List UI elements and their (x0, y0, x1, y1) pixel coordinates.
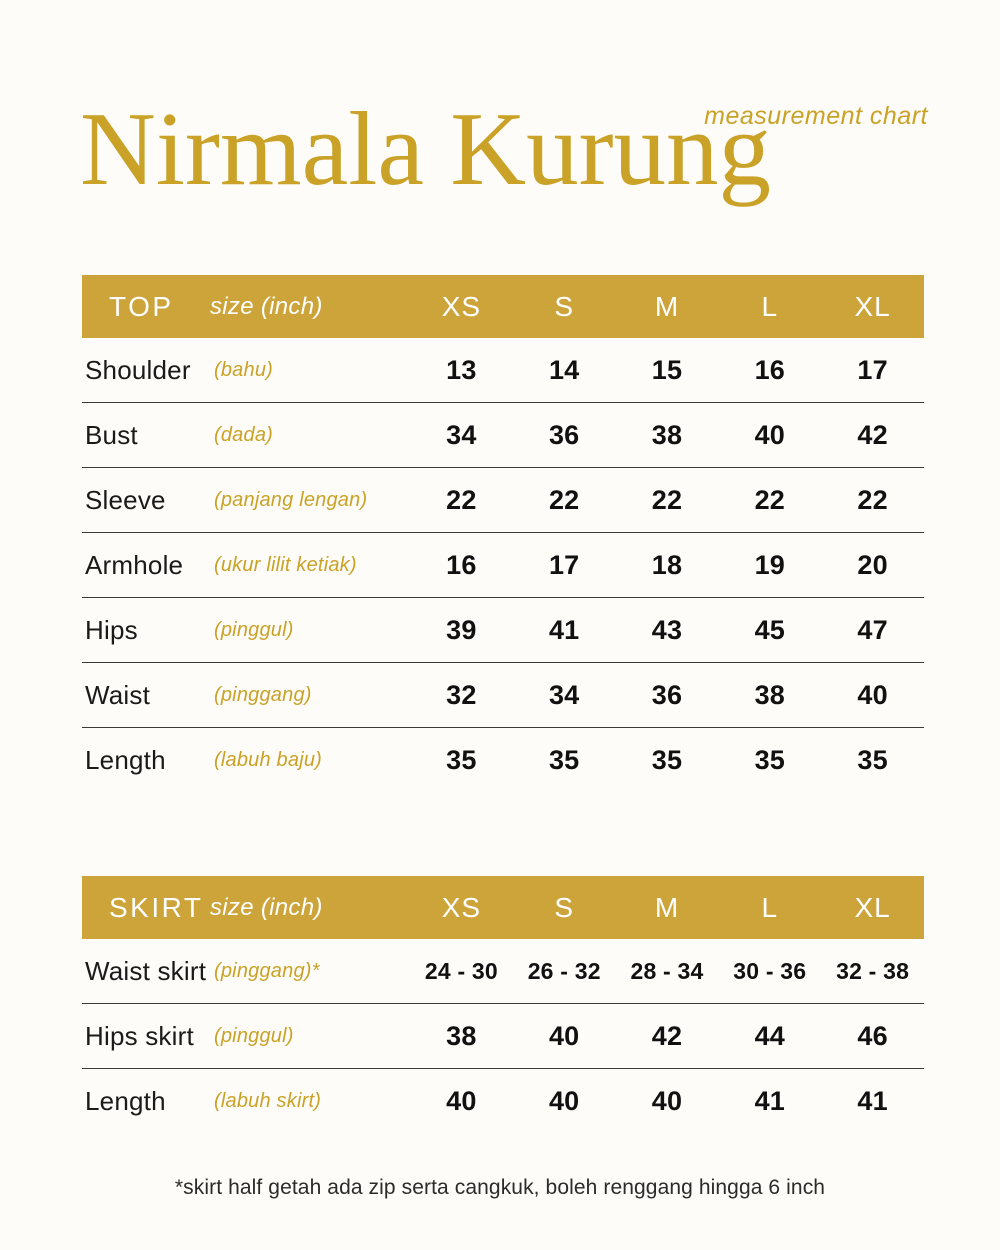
cell-value: 32 - 38 (821, 939, 924, 1004)
cell-value: 22 (821, 468, 924, 533)
row-sublabel: (dada) (210, 403, 410, 468)
cell-value: 34 (513, 663, 616, 728)
cell-value: 38 (718, 663, 821, 728)
row-sublabel: (bahu) (210, 338, 410, 403)
cell-value: 30 - 36 (718, 939, 821, 1004)
cell-value: 40 (651, 1085, 683, 1116)
top-size-m: M (616, 275, 719, 338)
table-row (82, 338, 924, 403)
table-row (82, 728, 924, 793)
cell-value: 38 (616, 403, 719, 468)
cell-value: 39 (410, 598, 513, 663)
cell-value: 13 (410, 338, 513, 403)
row-label: Bust (82, 403, 210, 468)
cell-value: 45 (718, 598, 821, 663)
cell-value: 35 (651, 744, 683, 775)
cell-value: 35 (754, 744, 785, 775)
row-sublabel: (pinggang)* (210, 939, 410, 1004)
row-label: Hips skirt (82, 1004, 210, 1069)
row-sublabel: (panjang lengan) (210, 468, 410, 533)
cell-value: 15 (616, 338, 719, 403)
table-row (82, 1069, 924, 1134)
row-sublabel: (ukur lilit ketiak) (210, 533, 410, 598)
cell-value: 40 (718, 403, 821, 468)
top-unit-label: size (inch) (210, 275, 410, 338)
cell-value: 47 (821, 598, 924, 663)
row-sublabel: (pinggul) (210, 1004, 410, 1069)
cell-value: 40 (548, 1085, 580, 1116)
row-label: Waist (82, 663, 210, 728)
cell-value: 18 (616, 533, 719, 598)
cell-value: 41 (857, 1085, 888, 1116)
skirt-unit-label: size (inch) (210, 876, 410, 939)
table-row (82, 533, 924, 598)
cell-value: 20 (821, 533, 924, 598)
cell-value: 35 (857, 744, 888, 775)
cell-value: 34 (410, 403, 513, 468)
cell-value: 17 (513, 533, 616, 598)
cell-value: 40 (513, 1004, 616, 1069)
cell-value: 40 (821, 663, 924, 728)
cell-value: 40 (446, 1085, 477, 1116)
row-label: Length (85, 1085, 166, 1116)
table-header-row (82, 275, 924, 338)
page-header (0, 88, 1000, 248)
cell-value: 14 (513, 338, 616, 403)
top-size-l: L (718, 275, 821, 338)
cell-value: 42 (616, 1004, 719, 1069)
cell-value: 36 (513, 403, 616, 468)
row-label: Sleeve (82, 468, 210, 533)
cell-value: 35 (548, 744, 580, 775)
cell-value: 41 (513, 598, 616, 663)
cell-value: 24 - 30 (410, 939, 513, 1004)
footnote: *skirt half getah ada zip serta cangkuk, boleh renggang hingga 6 inch (174, 1176, 826, 1199)
cell-value: 42 (821, 403, 924, 468)
row-label: Hips (82, 598, 210, 663)
table-row (82, 468, 924, 533)
cell-value: 38 (410, 1004, 513, 1069)
cell-value: 16 (718, 338, 821, 403)
skirt-size-xl: XL (821, 876, 924, 939)
top-size-s: S (513, 275, 616, 338)
table-row (82, 939, 924, 1004)
row-sublabel: (pinggang) (210, 663, 410, 728)
row-sublabel: (labuh skirt) (214, 1089, 322, 1112)
cell-value: 32 (410, 663, 513, 728)
page-subtitle: measurement chart (704, 102, 928, 130)
top-section-label: TOP (82, 275, 210, 338)
row-label: Waist skirt (82, 939, 210, 1004)
skirt-size-xs: XS (410, 876, 513, 939)
table-header-row (82, 876, 924, 939)
skirt-size-s: S (513, 876, 616, 939)
skirt-measurements-table (82, 876, 924, 1133)
skirt-size-m: M (616, 876, 719, 939)
skirt-section-label: SKIRT (82, 876, 210, 939)
table-row (82, 598, 924, 663)
cell-value: 22 (718, 468, 821, 533)
row-label: Armhole (82, 533, 210, 598)
cell-value: 16 (410, 533, 513, 598)
cell-value: 46 (821, 1004, 924, 1069)
cell-value: 41 (754, 1085, 785, 1116)
top-measurements-table (82, 275, 924, 792)
cell-value: 35 (446, 744, 477, 775)
cell-value: 22 (410, 468, 513, 533)
table-row (82, 663, 924, 728)
row-sublabel: (pinggul) (210, 598, 410, 663)
cell-value: 36 (616, 663, 719, 728)
row-sublabel: (labuh baju) (214, 748, 323, 771)
cell-value: 17 (821, 338, 924, 403)
skirt-size-l: L (718, 876, 821, 939)
cell-value: 43 (616, 598, 719, 663)
table-row (82, 1004, 924, 1069)
row-label: Shoulder (82, 338, 210, 403)
row-label: Length (85, 744, 166, 775)
cell-value: 28 - 34 (616, 939, 719, 1004)
top-size-xs: XS (410, 275, 513, 338)
cell-value: 19 (718, 533, 821, 598)
cell-value: 22 (513, 468, 616, 533)
cell-value: 26 - 32 (513, 939, 616, 1004)
top-size-xl: XL (821, 275, 924, 338)
cell-value: 22 (616, 468, 719, 533)
cell-value: 44 (718, 1004, 821, 1069)
table-row (82, 403, 924, 468)
page-title: Nirmala Kurung (80, 90, 772, 207)
